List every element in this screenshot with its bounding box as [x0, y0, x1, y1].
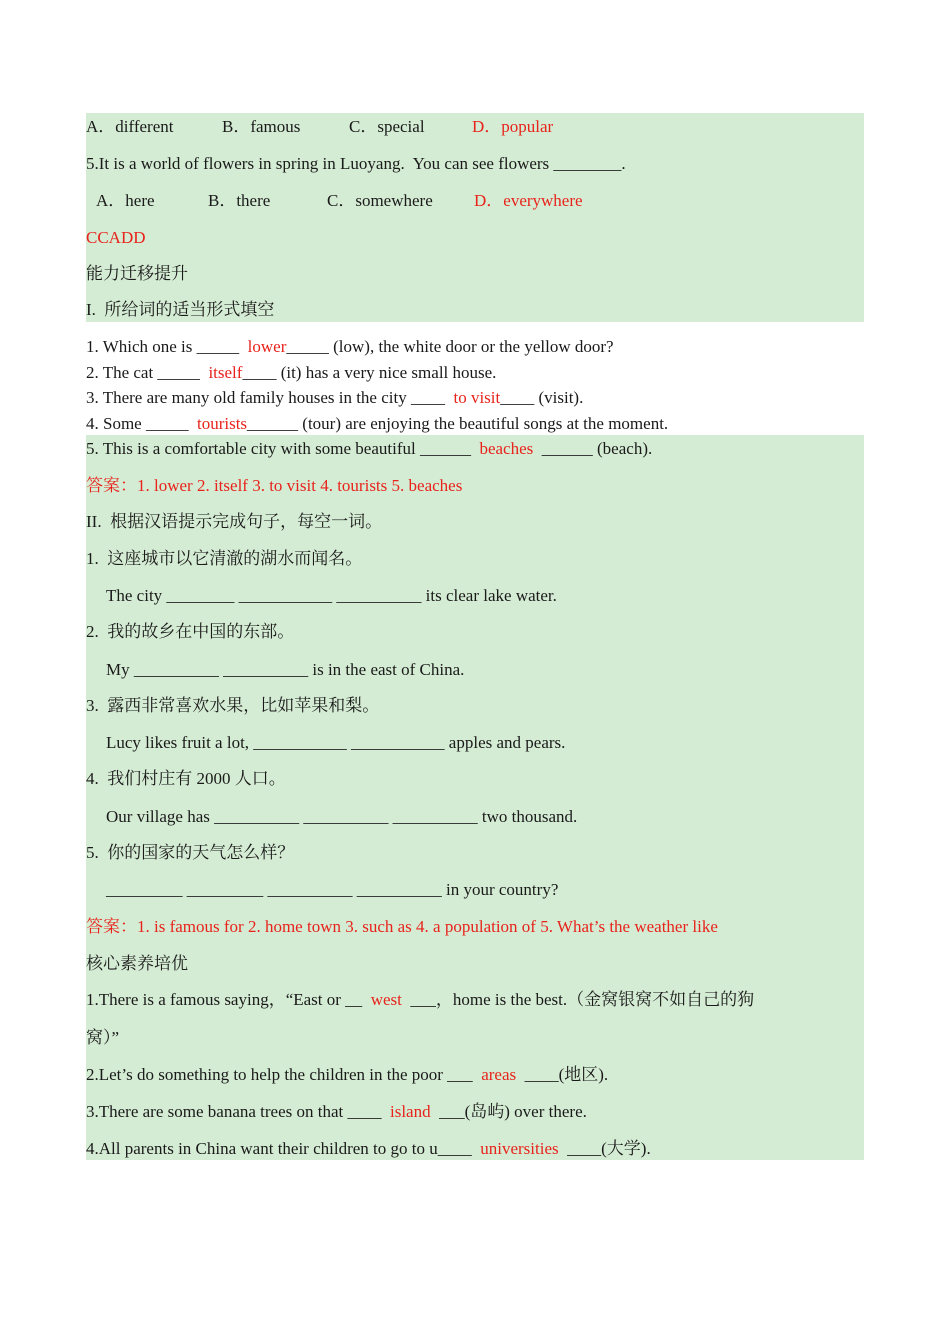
q4-option-b: B．famous — [222, 117, 301, 136]
part3-item-1-continued: 窝）” — [86, 1028, 120, 1047]
section-heading-ability: 能力迁移提升 — [86, 264, 188, 283]
part2-item-3-en: Lucy likes fruit a lot, ___________ ___________ apples and pears. — [106, 733, 566, 752]
part2-item-1-cn: 1. 这座城市以它清澈的湖水而闻名。 — [86, 549, 363, 568]
part2-item-2-cn: 2. 我的故乡在中国的东部。 — [86, 622, 295, 641]
part1-item-5: 5. This is a comfortable city with some beautiful ______ beaches ______ (beach). — [86, 439, 653, 458]
part3-item-3: 3.There are some banana trees on that ____ island ___(岛屿) over there. — [86, 1102, 587, 1121]
q5-option-b: B．there — [208, 191, 271, 210]
part2-item-2-en: My __________ __________ is in the east of China. — [106, 660, 465, 679]
part1-answer: 答案：1. lower 2. itself 3. to visit 4. tourists 5. beaches — [86, 476, 463, 495]
part2-item-5-en: _________ _________ __________ __________ in your country? — [106, 880, 559, 899]
part2-title: II. 根据汉语提示完成句子，每空一词。 — [86, 512, 383, 531]
part2-answer: 答案：1. is famous for 2. home town 3. such as 4. a population of 5. What’s the weather like — [86, 917, 718, 936]
highlight-band-top — [86, 113, 864, 322]
q5-stem: 5.It is a world of flowers in spring in Luoyang. You can see flowers ________. — [86, 154, 626, 173]
section-heading-core: 核心素养培优 — [86, 954, 188, 973]
part1-item-2: 2. The cat _____ itself____ (it) has a very nice small house. — [86, 363, 497, 382]
part2-item-3-cn: 3. 露西非常喜欢水果，比如苹果和梨。 — [86, 696, 380, 715]
part2-item-4-cn: 4. 我们村庄有 2000 人口。 — [86, 769, 286, 788]
part3-item-2: 2.Let’s do something to help the children in the poor ___ areas ____(地区). — [86, 1065, 609, 1084]
q5-option-c: C．somewhere — [327, 191, 433, 210]
q4-option-d: D．popular — [472, 117, 554, 136]
q5-option-a: A．here — [96, 191, 155, 210]
q4-option-c: C．special — [349, 117, 425, 136]
part3-item-1: 1.There is a famous saying，“East or __ west ___，home is the best.（金窝银窝不如自己的狗 — [86, 990, 755, 1009]
part1-title: I. 所给词的适当形式填空 — [86, 300, 275, 319]
q4-option-a: A．different — [86, 117, 174, 136]
highlight-band-bottom — [86, 435, 864, 1160]
q5-option-d: D．everywhere — [474, 191, 583, 210]
part1-item-3: 3. There are many old family houses in the city ____ to visit____ (visit). — [86, 388, 584, 407]
part2-item-4-en: Our village has __________ __________ __________ two thousand. — [106, 807, 578, 826]
part1-item-4: 4. Some _____ tourists______ (tour) are enjoying the beautiful songs at the moment. — [86, 414, 669, 433]
part3-item-4: 4.All parents in China want their children to go to u____ universities ____(大学). — [86, 1139, 651, 1158]
part2-item-1-en: The city ________ ___________ __________ its clear lake water. — [106, 586, 557, 605]
mc-answer-key: CCADD — [86, 228, 146, 247]
part2-item-5-cn: 5. 你的国家的天气怎么样？ — [86, 843, 295, 862]
part1-item-1: 1. Which one is _____ lower_____ (low), the white door or the yellow door? — [86, 337, 614, 356]
